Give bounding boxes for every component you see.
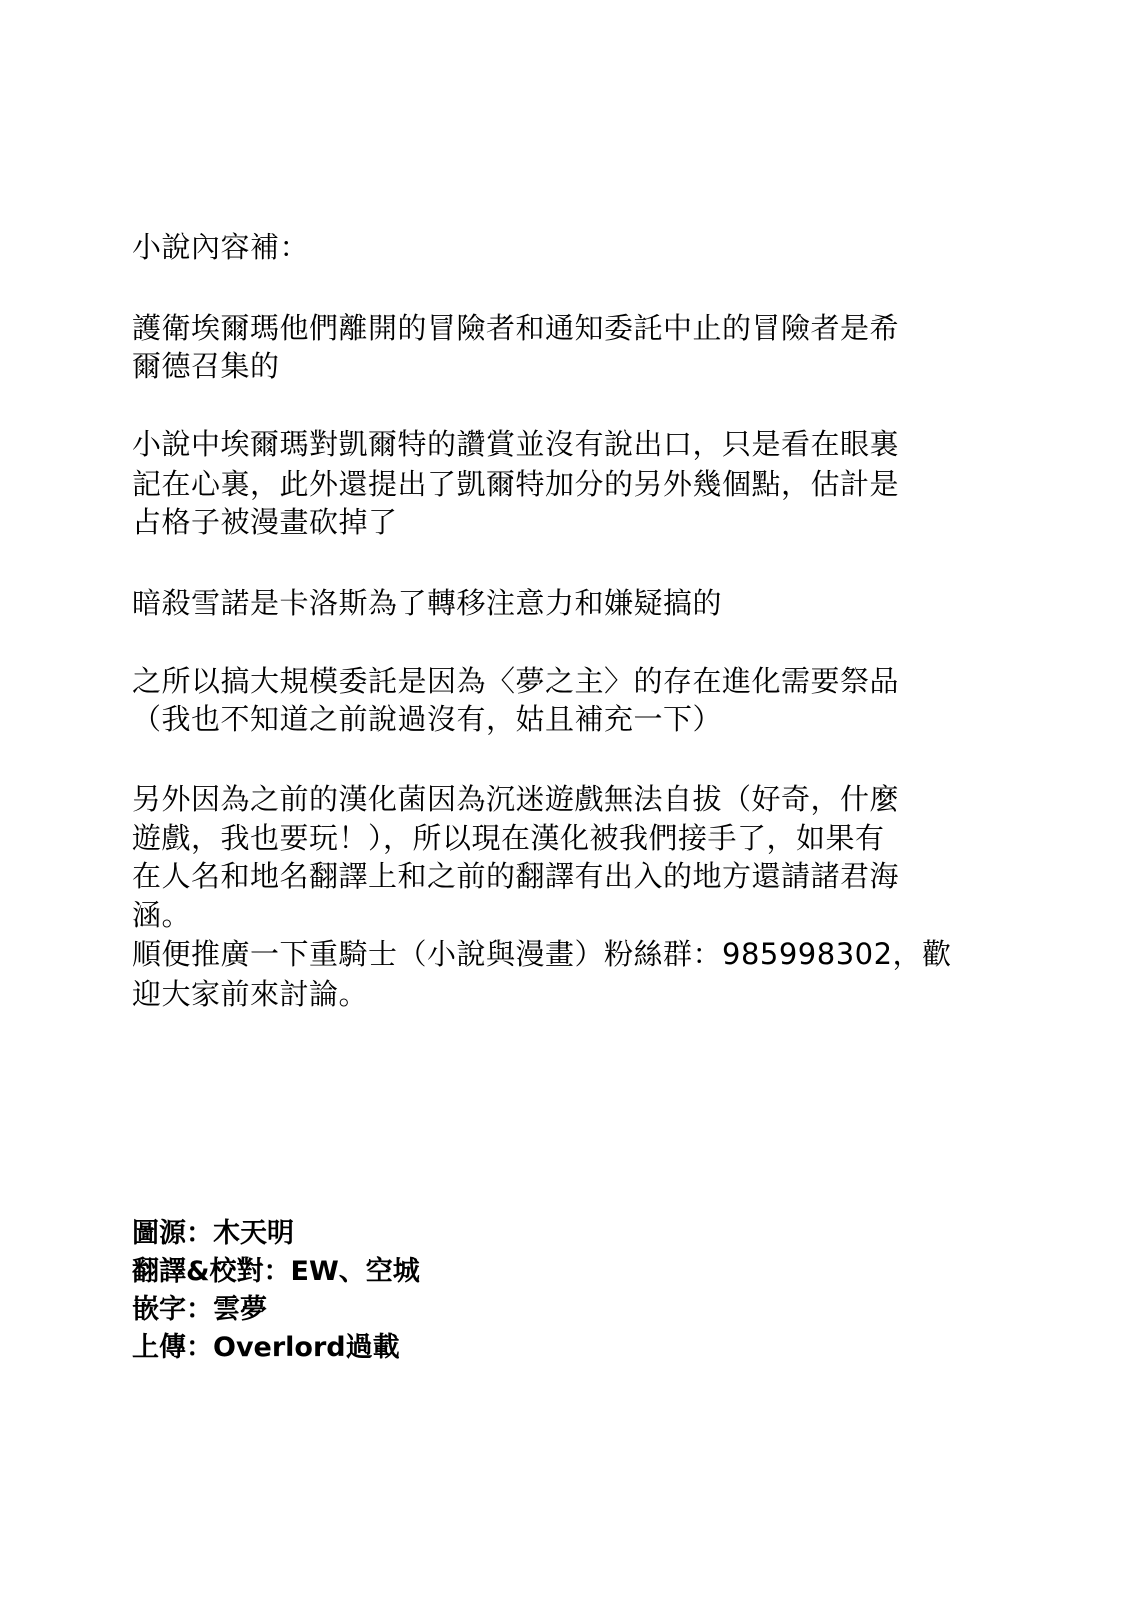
paragraph-line: 遊戲，我也要玩！），所以現在漢化被我們接手了，如果有 bbox=[132, 821, 885, 855]
paragraph-line: 記在心裏，此外還提出了凱爾特加分的另外幾個點，估計是 bbox=[132, 467, 900, 501]
paragraph-line: 順便推廣一下重騎士（小說與漫畫）粉絲群：985998302，歡 bbox=[132, 937, 952, 971]
paragraph-line: 之所以搞大規模委託是因為〈夢之主〉的存在進化需要祭品 bbox=[132, 664, 900, 698]
notes-heading: 小說內容補： bbox=[132, 230, 310, 264]
paragraph-line: 涵。 bbox=[132, 898, 192, 932]
credit-typesetting: 嵌字：雲夢 bbox=[132, 1294, 267, 1325]
credit-image-source: 圖源：木天明 bbox=[132, 1218, 294, 1249]
paragraph-line: 占格子被漫畫砍掉了 bbox=[132, 505, 398, 539]
paragraph-line: 小說中埃爾瑪對凱爾特的讚賞並沒有說出口，只是看在眼裏 bbox=[132, 427, 900, 461]
paragraph-line: 爾德召集的 bbox=[132, 349, 280, 383]
paragraph-line: 在人名和地名翻譯上和之前的翻譯有出入的地方還請諸君海 bbox=[132, 859, 900, 893]
credit-upload: 上傳：Overlord過載 bbox=[132, 1332, 400, 1363]
credit-translation: 翻譯&校對：EW、空城 bbox=[132, 1256, 420, 1287]
paragraph-line: 護衛埃爾瑪他們離開的冒險者和通知委託中止的冒險者是希 bbox=[132, 311, 900, 345]
paragraph-line: （我也不知道之前說過沒有，姑且補充一下） bbox=[132, 702, 723, 736]
paragraph-line: 迎大家前來討論。 bbox=[132, 977, 369, 1011]
paragraph-line: 暗殺雪諾是卡洛斯為了轉移注意力和嫌疑搞的 bbox=[132, 586, 723, 620]
paragraph-line: 另外因為之前的漢化菌因為沉迷遊戲無法自拔（好奇，什麼 bbox=[132, 782, 900, 816]
